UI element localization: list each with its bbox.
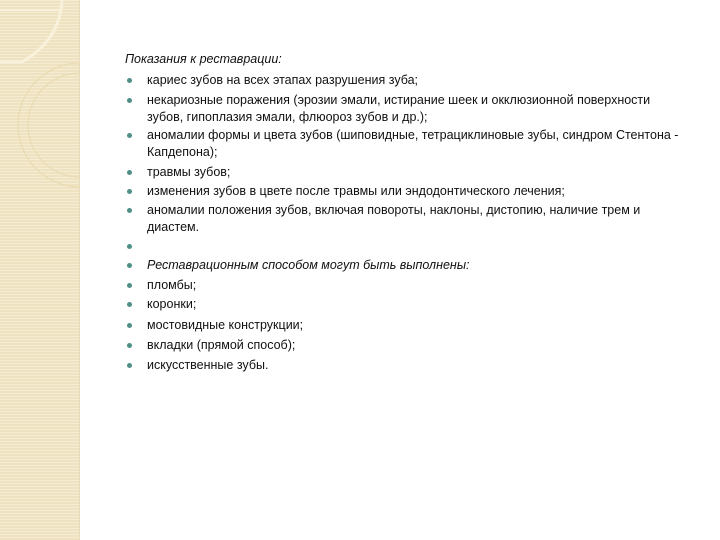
bullet-icon <box>127 263 132 268</box>
bullet-icon <box>127 302 132 307</box>
list-item-text: аномалии положения зубов, включая повороты, наклоны, дистопию, наличие трем и диастем. <box>147 203 641 234</box>
list-item-text: кариес зубов на всех этапах разрушения зуба; <box>147 73 419 87</box>
slide-title: Показания к реставрации: <box>125 52 282 66</box>
list-item <box>127 183 687 200</box>
bullet-icon <box>127 170 132 175</box>
divider <box>79 0 80 540</box>
bullet-icon <box>127 189 132 194</box>
list-item-text: мостовидные конструкции; <box>147 318 304 332</box>
list-item <box>127 277 687 294</box>
bullet-icon <box>127 133 132 138</box>
list-item <box>127 337 687 354</box>
list-item-text: коронки; <box>147 297 197 311</box>
list-item-text: аномалии формы и цвета зубов (шиповидные, тетрациклиновые зубы, синдром Стентона - Капдепона); <box>147 128 679 159</box>
list-item-text: искусственные зубы. <box>147 358 269 372</box>
list-item-text: травмы зубов; <box>147 165 231 179</box>
bullet-icon <box>127 283 132 288</box>
bullet-icon <box>127 208 132 213</box>
list-item-text: некариозные поражения (эрозии эмали, истирание шеек и окклюзионной поверхности зубов, гипоплазия эмали, флюороз зубов и др.); <box>147 93 651 124</box>
list-item-text: изменения зубов в цвете после травмы или эндодонтического лечения; <box>147 184 565 198</box>
list-item <box>127 72 687 89</box>
bullet-icon <box>127 78 132 83</box>
decorative-circles-icon <box>0 0 80 540</box>
bullet-icon <box>127 343 132 348</box>
list-item <box>127 257 687 274</box>
list-item <box>127 296 687 313</box>
list-item-text: вкладки (прямой способ); <box>147 338 296 352</box>
bullet-icon <box>127 98 132 103</box>
bullet-icon <box>127 363 132 368</box>
bullet-icon <box>127 323 132 328</box>
list-item <box>127 127 687 161</box>
list-item <box>127 92 687 126</box>
list-item <box>127 202 687 236</box>
list-item <box>127 164 687 181</box>
decorative-sidebar <box>0 0 80 540</box>
list-item-text: пломбы; <box>147 278 197 292</box>
bullet-icon <box>127 244 132 249</box>
list-item <box>127 357 687 374</box>
list-item <box>127 317 687 334</box>
list-item-text: Реставрационным способом могут быть выполнены: <box>147 258 470 272</box>
